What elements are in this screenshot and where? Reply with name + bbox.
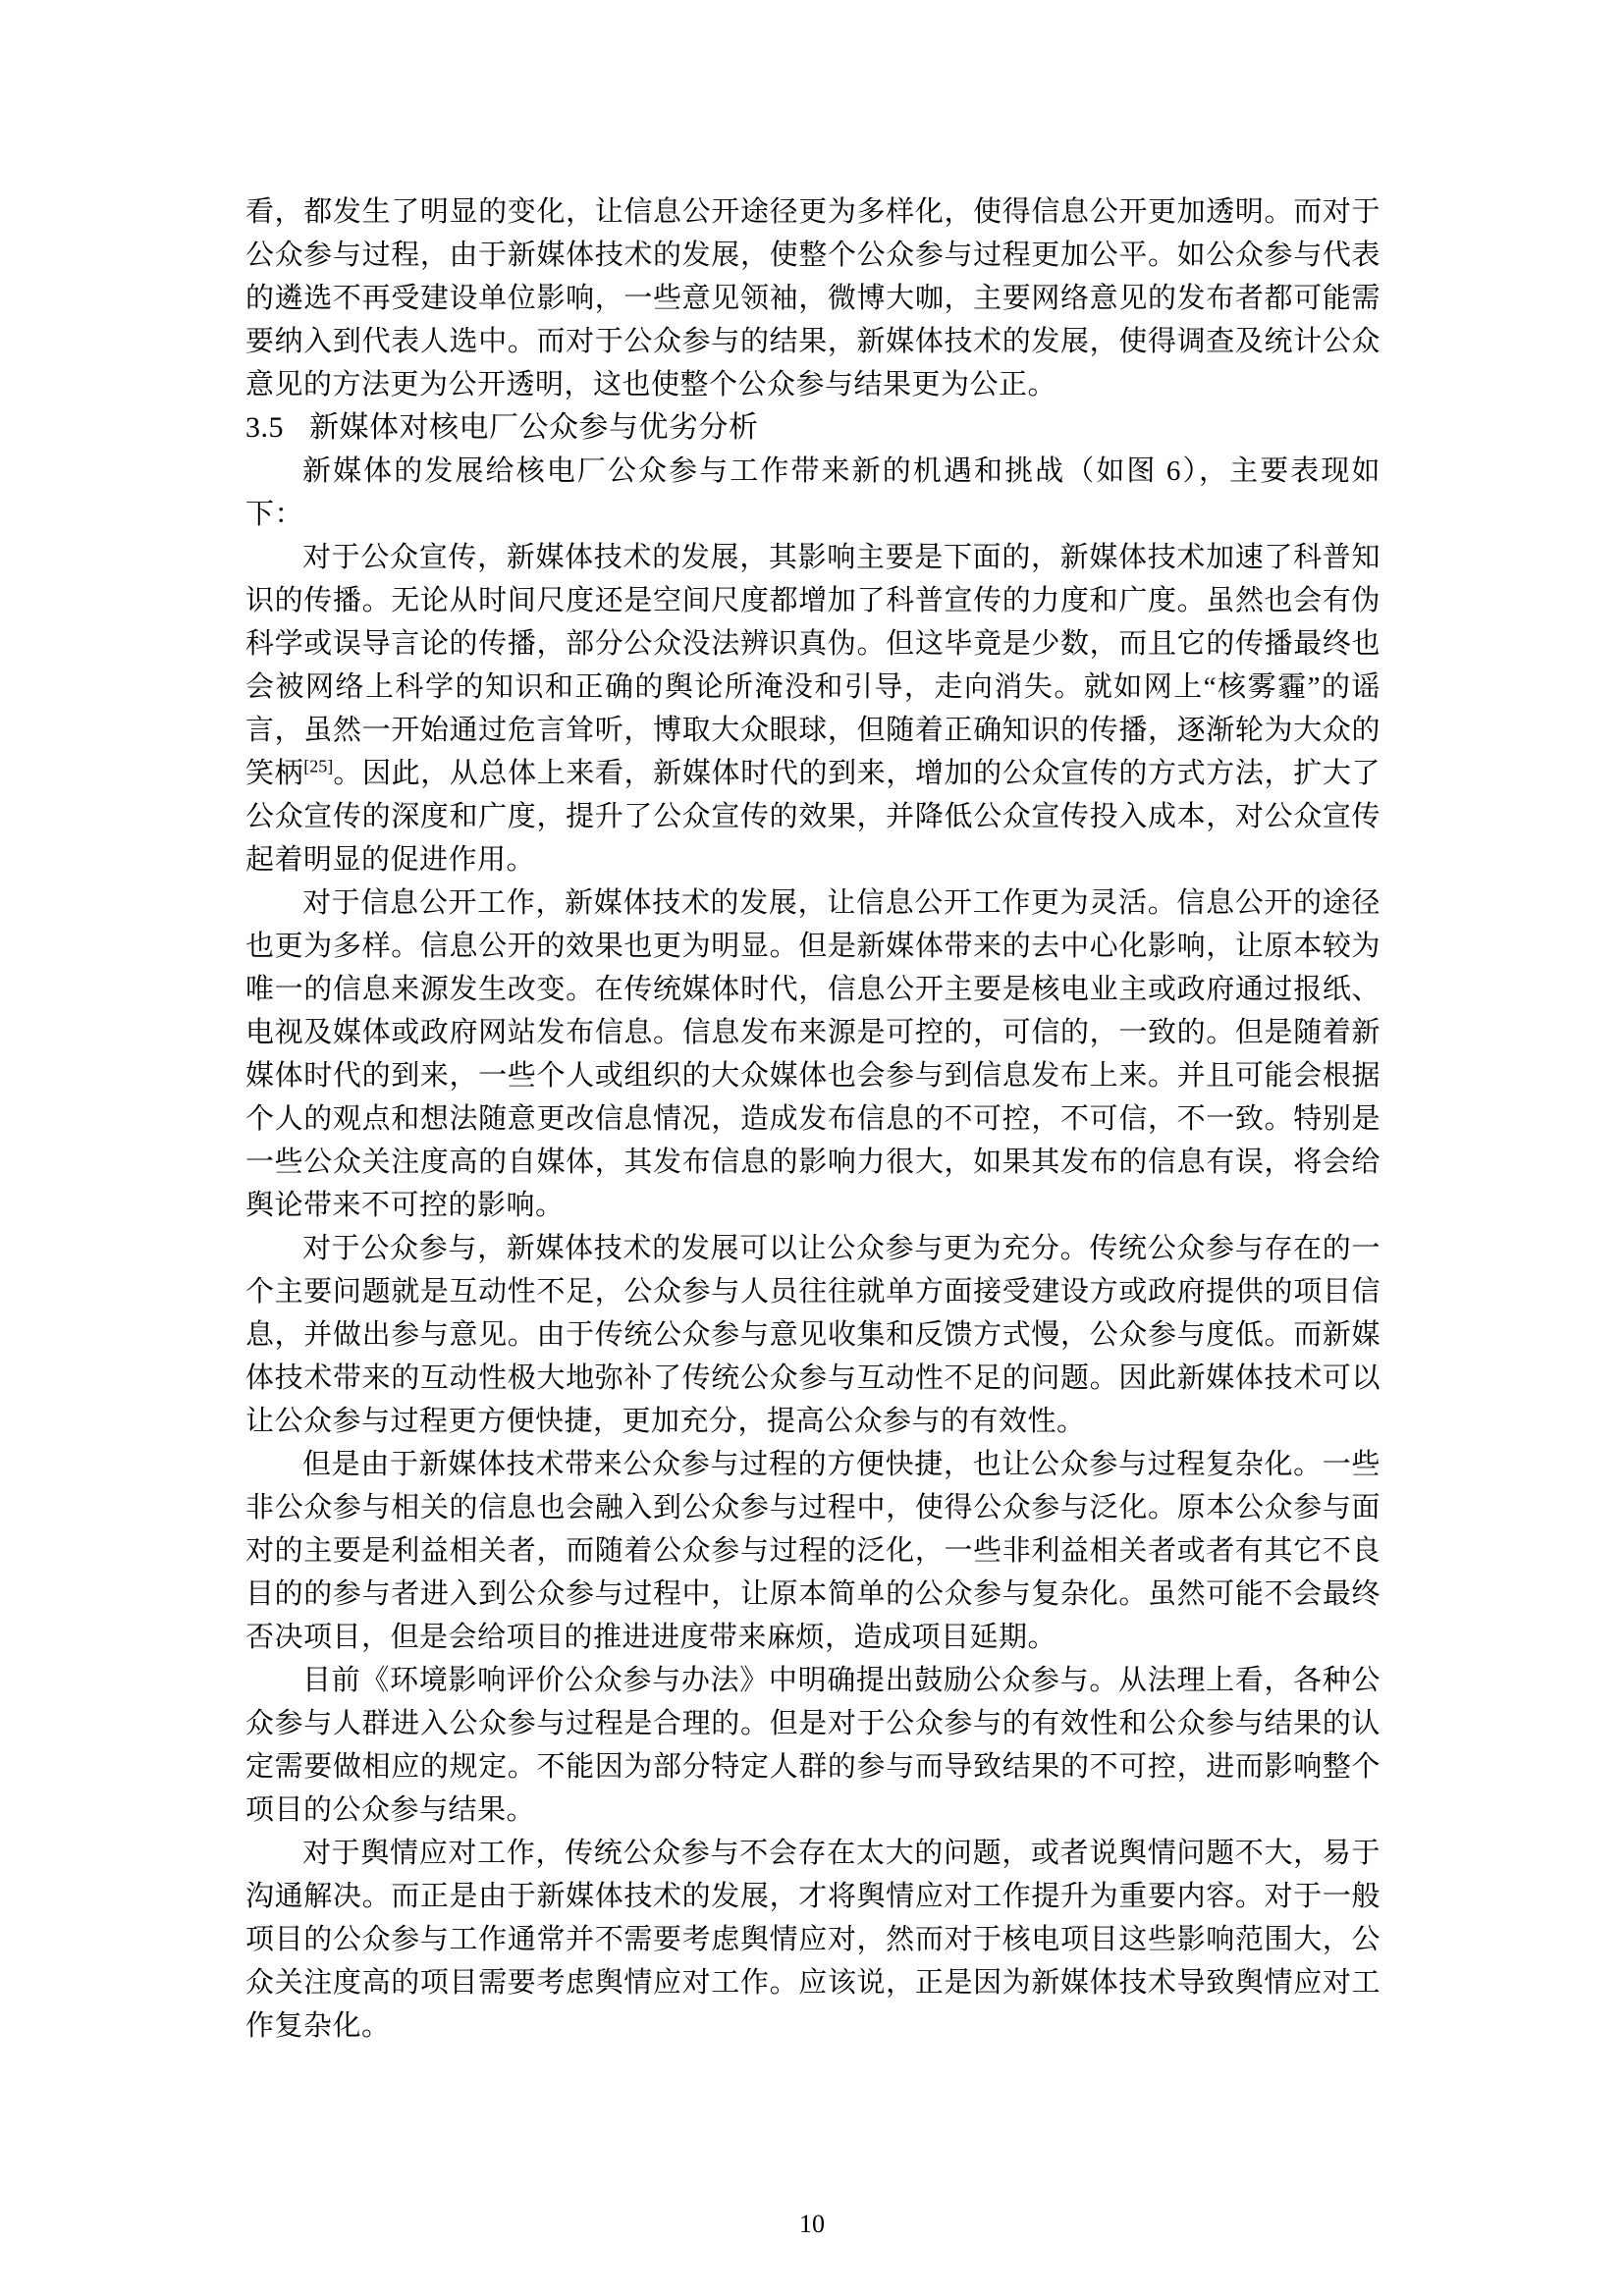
paragraph-text: 新媒体的发展给核电厂公众参与工作带来新的机遇和挑战（如图 6），主要表现如下： <box>245 455 1380 530</box>
section-title: 新媒体对核电厂公众参与优劣分析 <box>309 411 759 444</box>
paragraph-text: 目前《环境影响评价公众参与办法》中明确提出鼓励公众参与。从法理上看，各种公众参与人群进入公众参与过程是合理的。但是对于公众参与的有效性和公众参与结果的认定需要做相应的规定。不能因为部分特定人群的参与而导致结果的不可控，进而影响整个项目的公众参与结果。 <box>245 1665 1380 1826</box>
paragraph-text: 看，都发生了明显的变化，让信息公开途径更为多样化，使得信息公开更加透明。而对于公众参与过程，由于新媒体技术的发展，使整个公众参与过程更加公平。如公众参与代表的遴选不再受建设单位影响，一些意见领袖，微博大咖，主要网络意见的发布者都可能需要纳入到代表人选中。而对于公众参与的结果，新媒体技术的发展，使得调查及统计公众意见的方法更为公开透明，这也使整个公众参与结果更为公正。 <box>245 196 1380 400</box>
paragraph-text: 但是由于新媒体技术带来公众参与过程的方便快捷，也让公众参与过程复杂化。一些非公众参与相关的信息也会融入到公众参与过程中，使得公众参与泛化。原本公众参与面对的主要是利益相关者，而随着公众参与过程的泛化，一些非利益相关者或者有其它不良目的的参与者进入到公众参与过程中，让原本简单的公众参与复杂化。虽然可能不会最终否决项目，但是会给项目的推进进度带来麻烦，造成项目延期。 <box>245 1449 1380 1653</box>
page-number: 10 <box>799 2210 825 2238</box>
regulation-paragraph <box>245 1659 1380 1832</box>
information-disclosure-paragraph <box>245 881 1380 1227</box>
paragraph-text: 。因此，从总体上来看，新媒体时代的到来，增加的公众宣传的方式方法，扩大了公众宣传的深度和广度，提升了公众宣传的效果，并降低公众宣传投入成本，对公众宣传起着明显的促进作用。 <box>245 758 1380 876</box>
section-number: 3.5 <box>245 411 284 444</box>
publicity-paragraph <box>245 536 1380 881</box>
reference-25-marker: [25] <box>303 756 334 776</box>
paragraph-text: 对于公众宣传，新媒体技术的发展，其影响主要是下面的，新媒体技术加速了科普知识的传播。无论从时间尺度还是空间尺度都增加了科普宣传的力度和广度。虽然也会有伪科学或误导言论的传播，部分公众没法辨识真伪。但这毕竟是少数，而且它的传播最终也会被网络上科学的知识和正确的舆论所淹没和引导，走向消失。就如网上“核雾霾”的谣言，虽然一开始通过危言耸听，博取大众眼球，但随着正确知识的传播，逐渐轮为大众的笑柄 <box>245 542 1380 789</box>
participation-complication-paragraph <box>245 1443 1380 1659</box>
paragraph-text: 对于信息公开工作，新媒体技术的发展，让信息公开工作更为灵活。信息公开的途径也更为多样。信息公开的效果也更为明显。但是新媒体带来的去中心化影响，让原本较为唯一的信息来源发生改变。在传统媒体时代，信息公开主要是核电业主或政府通过报纸、电视及媒体或政府网站发布信息。信息发布来源是可控的，可信的，一致的。但是随着新媒体时代的到来，一些个人或组织的大众媒体也会参与到信息发布上来。并且可能会根据个人的观点和想法随意更改信息情况，造成发布信息的不可控，不可信，不一致。特别是一些公众关注度高的自媒体，其发布信息的影响力很大，如果其发布的信息有误，将会给舆论带来不可控的影响。 <box>245 887 1380 1221</box>
public-participation-paragraph <box>245 1227 1380 1443</box>
public-opinion-paragraph <box>245 1832 1380 2048</box>
paragraph-text: 对于公众参与，新媒体技术的发展可以让公众参与更为充分。传统公众参与存在的一个主要问题就是互动性不足，公众参与人员往往就单方面接受建设方或政府提供的项目信息，并做出参与意见。由于传统公众参与意见收集和反馈方式慢，公众参与度低。而新媒体技术带来的互动性极大地弥补了传统公众参与互动性不足的问题。因此新媒体技术可以让公众参与过程更方便快捷，更加充分，提高公众参与的有效性。 <box>245 1233 1380 1437</box>
intro-paragraph <box>245 450 1380 536</box>
section-heading-3-5 <box>245 406 1380 450</box>
paragraph-text: 对于舆情应对工作，传统公众参与不会存在太大的问题，或者说舆情问题不大，易于沟通解决。而正是由于新媒体技术的发展，才将舆情应对工作提升为重要内容。对于一般项目的公众参与工作通常并不需要考虑舆情应对，然而对于核电项目这些影响范围大，公众关注度高的项目需要考虑舆情应对工作。应该说，正是因为新媒体技术导致舆情应对工作复杂化。 <box>245 1838 1380 2042</box>
text-body <box>245 190 1380 2048</box>
continuation-paragraph <box>245 190 1380 406</box>
